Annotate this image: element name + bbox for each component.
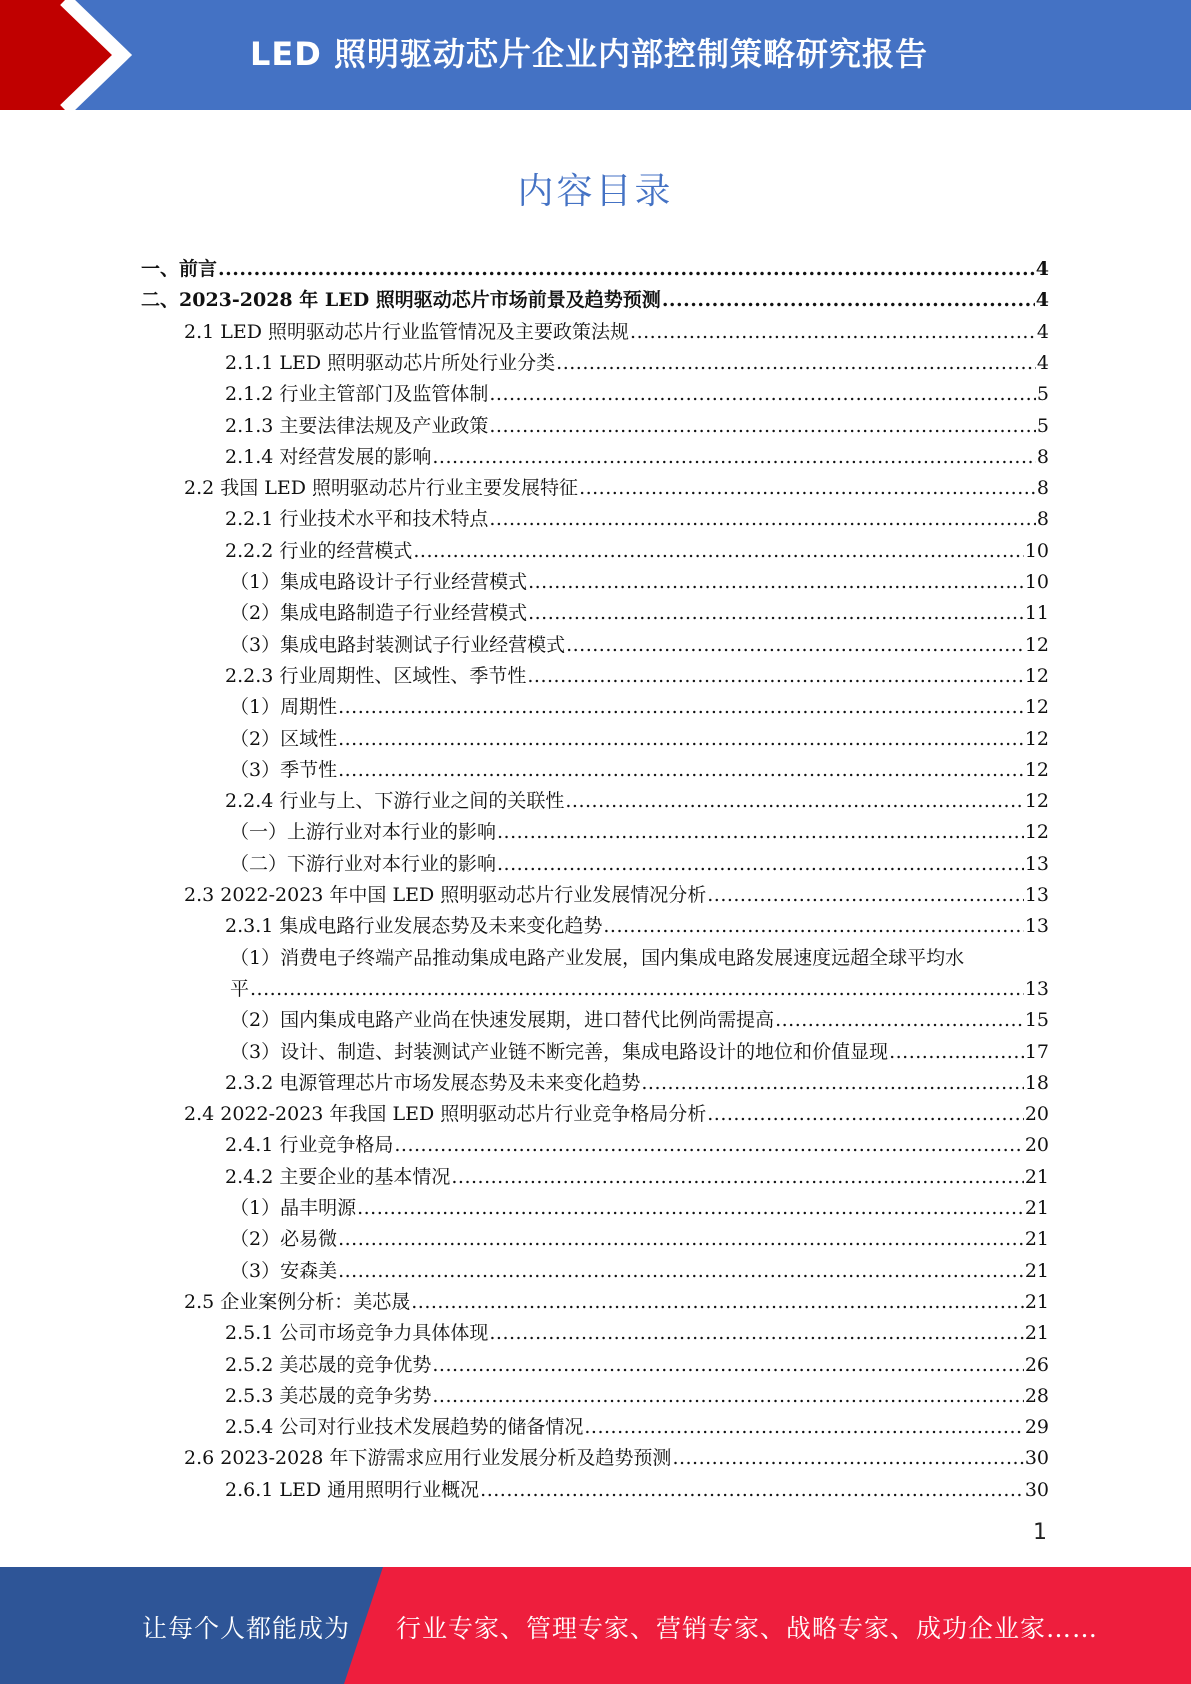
toc-entry[interactable] bbox=[230, 1193, 1049, 1224]
toc-entry-page: 28 bbox=[1024, 1384, 1049, 1407]
toc-entry-label: （二）下游行业对本行业的影响 bbox=[230, 852, 497, 875]
toc-entry-page: 30 bbox=[1024, 1447, 1049, 1470]
toc-entry-label: 2.1.2 行业主管部门及监管体制 bbox=[225, 383, 489, 406]
toc-entry[interactable] bbox=[184, 1443, 1049, 1474]
footer-banner bbox=[0, 1567, 1191, 1684]
toc-entry-page: 21 bbox=[1024, 1290, 1049, 1313]
toc-dot-leader bbox=[603, 911, 1023, 942]
toc-dot-leader bbox=[566, 630, 1024, 661]
toc-dot-leader bbox=[338, 1224, 1024, 1255]
toc-entry-label: （1）周期性 bbox=[230, 696, 338, 719]
toc-entry[interactable] bbox=[225, 1068, 1049, 1099]
toc-entry[interactable] bbox=[225, 1130, 1049, 1161]
toc-dot-leader bbox=[413, 536, 1023, 567]
toc-entry-page: 30 bbox=[1024, 1478, 1049, 1501]
toc-dot-leader bbox=[889, 1037, 1024, 1068]
toc-entry-label: （3）安森美 bbox=[230, 1259, 338, 1282]
toc-dot-leader bbox=[338, 692, 1024, 723]
toc-dot-leader bbox=[338, 724, 1024, 755]
toc-entry-label: 2.4 2022-2023 年我国 LED 照明驱动芯片行业竞争格局分析 bbox=[184, 1103, 707, 1126]
toc-dot-leader bbox=[528, 567, 1024, 598]
toc-entry-page: 15 bbox=[1024, 1009, 1049, 1032]
toc-entry-label: （3）季节性 bbox=[230, 758, 338, 781]
toc-entry-page: 10 bbox=[1024, 539, 1049, 562]
toc-entry-page: 12 bbox=[1024, 633, 1049, 656]
toc-entry-label: 2.5.4 公司对行业技术发展趋势的储备情况 bbox=[225, 1416, 584, 1439]
toc-entry[interactable] bbox=[184, 1287, 1049, 1318]
toc-entry[interactable] bbox=[225, 1162, 1049, 1193]
toc-entry[interactable] bbox=[225, 442, 1049, 473]
toc-entry-label: 2.6 2023-2028 年下游需求应用行业发展分析及趋势预测 bbox=[184, 1447, 672, 1470]
toc-entry-page: 21 bbox=[1024, 1322, 1049, 1345]
toc-entry[interactable] bbox=[184, 880, 1049, 911]
toc-entry[interactable] bbox=[225, 1350, 1049, 1381]
toc-entry-page: 12 bbox=[1024, 821, 1049, 844]
toc-entry-label: （2）区域性 bbox=[230, 727, 338, 750]
toc-entry-label: 2.4.1 行业竞争格局 bbox=[225, 1134, 394, 1157]
toc-entry-label: 2.2.3 行业周期性、区域性、季节性 bbox=[225, 664, 527, 687]
toc-dot-leader bbox=[556, 348, 1036, 379]
toc-dot-leader bbox=[338, 1256, 1024, 1287]
toc-entry[interactable] bbox=[225, 661, 1049, 692]
toc-entry-page: 4 bbox=[1035, 258, 1049, 280]
toc-entry-label: 2.6.1 LED 通用照明行业概况 bbox=[225, 1478, 480, 1501]
toc-dot-leader bbox=[707, 1099, 1024, 1130]
toc-entry-page: 21 bbox=[1024, 1165, 1049, 1188]
toc-entry-page: 20 bbox=[1024, 1103, 1049, 1126]
header-arrow-decoration bbox=[0, 0, 150, 110]
toc-entry-label: （1）消费电子终端产品推动集成电路产业发展，国内集成电路发展速度远超全球平均水 bbox=[230, 946, 965, 969]
toc-dot-leader bbox=[338, 755, 1024, 786]
toc-entry-page: 13 bbox=[1024, 852, 1049, 875]
toc-entry[interactable] bbox=[141, 254, 1049, 285]
toc-entry[interactable] bbox=[230, 598, 1049, 629]
footer-slogan-left: 让每个人都能成为 bbox=[142, 1614, 351, 1643]
toc-dot-leader bbox=[489, 411, 1036, 442]
toc-dot-leader bbox=[584, 1412, 1023, 1443]
toc-entry[interactable] bbox=[225, 1475, 1049, 1506]
toc-entry-label: 一、前言 bbox=[141, 258, 218, 280]
report-title: LED 照明驱动芯片企业内部控制策略研究报告 bbox=[250, 35, 928, 73]
toc-entry[interactable] bbox=[230, 724, 1049, 755]
toc-entry-label: 2.1.1 LED 照明驱动芯片所处行业分类 bbox=[225, 351, 556, 374]
toc-entry-label: 2.2.1 行业技术水平和技术特点 bbox=[225, 508, 489, 531]
toc-entry[interactable] bbox=[230, 817, 1049, 848]
toc-entry[interactable] bbox=[225, 786, 1049, 817]
footer-slogan-right: 行业专家、管理专家、营销专家、战略专家、成功企业家…… bbox=[396, 1614, 1099, 1643]
toc-entry-page: 21 bbox=[1024, 1259, 1049, 1282]
toc-entry-label: 2.1 LED 照明驱动芯片行业监管情况及主要政策法规 bbox=[184, 320, 630, 343]
toc-entry-label: 2.3 2022-2023 年中国 LED 照明驱动芯片行业发展情况分析 bbox=[184, 884, 707, 906]
toc-dot-leader bbox=[565, 786, 1023, 817]
toc-entry[interactable] bbox=[141, 285, 1049, 316]
toc-entry-page: 21 bbox=[1024, 1228, 1049, 1251]
toc-entry-label: （2）国内集成电路产业尚在快速发展期，进口替代比例尚需提高 bbox=[230, 1009, 775, 1032]
toc-dot-leader bbox=[775, 1005, 1024, 1036]
toc-entry-page: 13 bbox=[1024, 977, 1049, 1000]
toc-entry[interactable] bbox=[230, 974, 1049, 1005]
toc-entry-page: 8 bbox=[1036, 445, 1049, 468]
toc-entry-label: 2.5.3 美芯晟的竞争劣势 bbox=[225, 1384, 432, 1407]
toc-entry-page: 12 bbox=[1024, 696, 1049, 719]
toc-entry-page: 13 bbox=[1024, 884, 1049, 906]
toc-entry-label: （2）集成电路制造子行业经营模式 bbox=[230, 602, 528, 625]
toc-entry[interactable] bbox=[225, 379, 1049, 410]
toc-dot-leader bbox=[489, 1318, 1023, 1349]
toc-entry[interactable] bbox=[225, 504, 1049, 535]
toc-entry-label: 2.1.4 对经营发展的影响 bbox=[225, 445, 432, 468]
toc-dot-leader bbox=[528, 598, 1024, 629]
toc-entry[interactable] bbox=[230, 692, 1049, 723]
toc-entry[interactable] bbox=[225, 1412, 1049, 1443]
toc-entry-label: （2）必易微 bbox=[230, 1228, 338, 1251]
toc-entry[interactable] bbox=[184, 1099, 1049, 1130]
toc-entry[interactable] bbox=[230, 567, 1049, 598]
toc-entry[interactable] bbox=[184, 473, 1049, 504]
toc-entry[interactable] bbox=[225, 348, 1049, 379]
toc-entry-label: 2.2.4 行业与上、下游行业之间的关联性 bbox=[225, 790, 565, 813]
toc-dot-leader bbox=[432, 442, 1036, 473]
toc-entry-page: 4 bbox=[1035, 289, 1049, 312]
toc-dot-leader bbox=[432, 1381, 1023, 1412]
toc-entry-page: 10 bbox=[1024, 571, 1049, 593]
toc-dot-leader bbox=[497, 817, 1024, 848]
toc-entry-label: 2.3.2 电源管理芯片市场发展态势及未来变化趋势 bbox=[225, 1071, 641, 1094]
toc-entry[interactable] bbox=[230, 755, 1049, 786]
toc-dot-leader bbox=[497, 849, 1024, 880]
toc-entry[interactable] bbox=[225, 411, 1049, 442]
toc-entry-page: 13 bbox=[1024, 915, 1049, 938]
toc-entry-page: 20 bbox=[1024, 1134, 1049, 1157]
toc-entry-label: 2.3.1 集成电路行业发展态势及未来变化趋势 bbox=[225, 915, 603, 938]
toc-dot-leader bbox=[451, 1162, 1023, 1193]
toc-entry[interactable] bbox=[225, 1381, 1049, 1412]
toc-entry[interactable] bbox=[230, 849, 1049, 880]
toc-dot-leader bbox=[480, 1475, 1024, 1506]
toc-entry-label: （一）上游行业对本行业的影响 bbox=[230, 821, 497, 844]
toc-dot-leader bbox=[489, 379, 1036, 410]
toc-entry[interactable] bbox=[230, 1005, 1049, 1036]
toc-entry-page: 26 bbox=[1024, 1353, 1049, 1376]
toc-dot-leader bbox=[707, 880, 1024, 911]
toc-entry[interactable] bbox=[230, 1037, 1049, 1068]
toc-dot-leader bbox=[432, 1350, 1023, 1381]
toc-heading: 内容目录 bbox=[517, 171, 674, 212]
toc-entry-label: 二、2023-2028 年 LED 照明驱动芯片市场前景及趋势预测 bbox=[141, 289, 661, 312]
toc-dot-leader bbox=[641, 1068, 1023, 1099]
toc-entry-page: 21 bbox=[1024, 1197, 1049, 1219]
toc-entry-page: 12 bbox=[1024, 758, 1049, 781]
toc-entry-label: （3）设计、制造、封装测试产业链不断完善，集成电路设计的地位和价值显现 bbox=[230, 1040, 889, 1063]
toc-dot-leader bbox=[489, 504, 1036, 535]
toc-entry-label: 2.5.2 美芯晟的竞争优势 bbox=[225, 1353, 432, 1376]
toc-entry-label: 平 bbox=[230, 977, 250, 1000]
toc-entry-page: 12 bbox=[1024, 727, 1049, 750]
header-banner bbox=[0, 0, 1191, 110]
toc-entry-page: 8 bbox=[1036, 508, 1049, 531]
toc-dot-leader bbox=[579, 473, 1036, 504]
toc-dot-leader bbox=[411, 1287, 1024, 1318]
toc-entry[interactable] bbox=[230, 943, 1049, 974]
toc-entry[interactable] bbox=[230, 1256, 1049, 1287]
toc-entry-label: 2.4.2 主要企业的基本情况 bbox=[225, 1165, 451, 1188]
toc-entry[interactable] bbox=[225, 1318, 1049, 1349]
toc-entry-label: 2.5 企业案例分析：美芯晟 bbox=[184, 1290, 411, 1313]
toc-dot-leader bbox=[662, 285, 1035, 316]
toc-entry-page: 12 bbox=[1024, 790, 1049, 813]
toc-entry[interactable] bbox=[225, 536, 1049, 567]
toc-entry-label: 2.1.3 主要法律法规及产业政策 bbox=[225, 414, 489, 437]
toc-entry-page: 4 bbox=[1036, 351, 1049, 374]
toc-dot-leader bbox=[527, 661, 1023, 692]
toc-entry-page: 11 bbox=[1024, 602, 1049, 625]
toc-dot-leader bbox=[250, 974, 1024, 1005]
toc-entry-page: 12 bbox=[1024, 664, 1049, 687]
toc-entry-page: 17 bbox=[1024, 1040, 1049, 1063]
toc-entry[interactable] bbox=[230, 630, 1049, 661]
page-number: 1 bbox=[1033, 1520, 1047, 1545]
toc-entry[interactable] bbox=[225, 911, 1049, 942]
toc-entry-page: 4 bbox=[1036, 320, 1049, 343]
toc-entry-label: 2.2.2 行业的经营模式 bbox=[225, 539, 413, 562]
toc-dot-leader bbox=[218, 254, 1035, 285]
toc-entry-label: 2.5.1 公司市场竞争力具体体现 bbox=[225, 1322, 489, 1345]
toc-dot-leader bbox=[394, 1130, 1023, 1161]
toc-entry-page: 8 bbox=[1036, 477, 1049, 500]
toc-dot-leader bbox=[672, 1443, 1023, 1474]
toc-entry-page: 18 bbox=[1024, 1071, 1049, 1094]
toc-entry-page: 5 bbox=[1036, 383, 1049, 406]
toc-dot-leader bbox=[630, 317, 1036, 348]
toc-entry-label: 2.2 我国 LED 照明驱动芯片行业主要发展特征 bbox=[184, 477, 579, 500]
toc-entry-label: （3）集成电路封装测试子行业经营模式 bbox=[230, 633, 566, 656]
toc-entry-page: 5 bbox=[1036, 414, 1049, 437]
toc-entry[interactable] bbox=[230, 1224, 1049, 1255]
toc-entry-label: （1）晶丰明源 bbox=[230, 1197, 357, 1219]
toc-dot-leader bbox=[357, 1193, 1024, 1224]
toc-entry[interactable] bbox=[184, 317, 1049, 348]
toc-entry-label: （1）集成电路设计子行业经营模式 bbox=[230, 571, 528, 593]
toc-entry-page: 29 bbox=[1024, 1416, 1049, 1439]
